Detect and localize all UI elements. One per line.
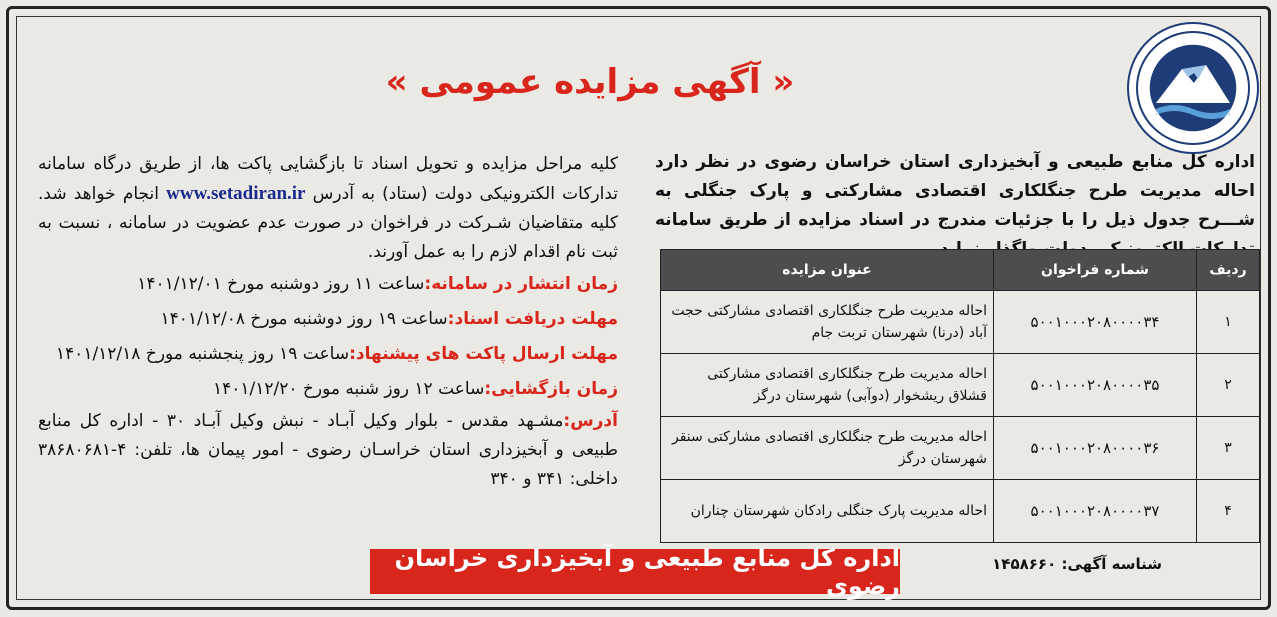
auction-subject: احاله مدیریت طرح جنگلکاری اقتصادی مشارکتی قشلاق ریشخوار (دوآبی) شهرستان درگز — [661, 354, 994, 417]
instructions-paragraph — [38, 150, 618, 267]
schedule-value: ساعت ۱۹ روز پنجشنبه مورخ ۱۴۰۱/۱۲/۱۸ — [55, 344, 350, 364]
table-row — [661, 291, 1260, 354]
auction-subject: احاله مدیریت پارک جنگلی رادکان شهرستان چناران — [661, 480, 994, 543]
call-number: ۵۰۰۱۰۰۰۲۰۸۰۰۰۰۳۴ — [994, 291, 1197, 354]
table-row — [661, 354, 1260, 417]
details-column — [38, 150, 618, 494]
schedule-label: زمان بازگشایی: — [484, 379, 618, 399]
schedule-item-publish — [38, 267, 618, 302]
header-row-number: ردیف — [1197, 250, 1260, 291]
address-value: مشـهد مقدس - بلوار وکیل آبـاد - نبش وکیل آبـاد ۳۰ - اداره کل منابع طبیعی و آبخیزداری استان خراسـان رضوی - امور پیمان ها، تلفن: ۴-۳۸۶۸۰۶۸۱ داخلی: ۳۴۱ و ۳۴۰ — [38, 411, 618, 489]
instructions-text-end: انجام خواهد شد. کلیه متقاضیان شـرکت در فراخوان در صورت عدم عضویت در سامانه ، نسبت به ثبت نام اقدام لازم را به عمل آورند. — [38, 184, 618, 262]
setadiran-link[interactable]: www.setadiran.ir — [166, 183, 306, 204]
auction-table — [660, 249, 1260, 543]
ad-title: « آگهی مزایده عمومی » — [385, 62, 795, 102]
header-call-number: شماره فراخوان — [994, 250, 1197, 291]
intro-paragraph: اداره کل منابع طبیعی و آبخیزداری استان خراسان رضوی در نظر دارد احاله مدیریت طرح جنگلکاری اقتصادی مشارکتی و پارک جنگلی به شـــرح جدول ذیل را با جزئیات مندرج در اسناد مزایده از طریق سامانه — [655, 152, 1255, 230]
schedule-list — [38, 267, 618, 407]
header-subject: عنوان مزایده — [661, 250, 994, 291]
schedule-label: مهلت ارسال پاکت های پیشنهاد: — [349, 344, 618, 364]
schedule-label: زمان انتشار در سامانه: — [424, 274, 618, 294]
table-row — [661, 480, 1260, 543]
footer-banner: اداره کل منابع طبیعی و آبخیزداری خراسان رضوی — [370, 549, 900, 594]
schedule-value: ساعت ۱۱ روز دوشنبه مورخ ۱۴۰۱/۱۲/۰۱ — [137, 274, 425, 294]
instructions-text-start: کلیه مراحل مزایده و تحویل اسناد تا بازگشایی پاکت ها، از طریق درگاه سامانه تدارکات الکترونیکی دولت (ستاد) به آدرس — [38, 154, 618, 204]
table-header-row — [661, 250, 1260, 291]
schedule-label: مهلت دریافت اسناد: — [447, 309, 618, 329]
schedule-item-submission — [38, 337, 618, 372]
row-number: ۴ — [1197, 480, 1260, 543]
row-number: ۲ — [1197, 354, 1260, 417]
call-number: ۵۰۰۱۰۰۰۲۰۸۰۰۰۰۳۵ — [994, 354, 1197, 417]
table-row — [661, 417, 1260, 480]
schedule-item-opening — [38, 372, 618, 407]
call-number: ۵۰۰۱۰۰۰۲۰۸۰۰۰۰۳۷ — [994, 480, 1197, 543]
schedule-value: ساعت ۱۲ روز شنبه مورخ ۱۴۰۱/۱۲/۲۰ — [212, 379, 485, 399]
schedule-item-documents — [38, 302, 618, 337]
address-block — [38, 407, 618, 494]
schedule-value: ساعت ۱۹ روز دوشنبه مورخ ۱۴۰۱/۱۲/۰۸ — [160, 309, 448, 329]
auction-subject: احاله مدیریت طرح جنگلکاری اقتصادی مشارکتی حجت آباد (درنا) شهرستان تربت جام — [661, 291, 994, 354]
auction-subject: احاله مدیریت طرح جنگلکاری اقتصادی مشارکتی سنقر شهرستان درگز — [661, 417, 994, 480]
natural-resources-emblem-icon — [1127, 22, 1259, 154]
row-number: ۳ — [1197, 417, 1260, 480]
address-label: آدرس: — [563, 411, 618, 431]
ad-id: شناسه آگهی: ۱۴۵۸۶۶۰ — [992, 555, 1162, 573]
call-number: ۵۰۰۱۰۰۰۲۰۸۰۰۰۰۳۶ — [994, 417, 1197, 480]
row-number: ۱ — [1197, 291, 1260, 354]
